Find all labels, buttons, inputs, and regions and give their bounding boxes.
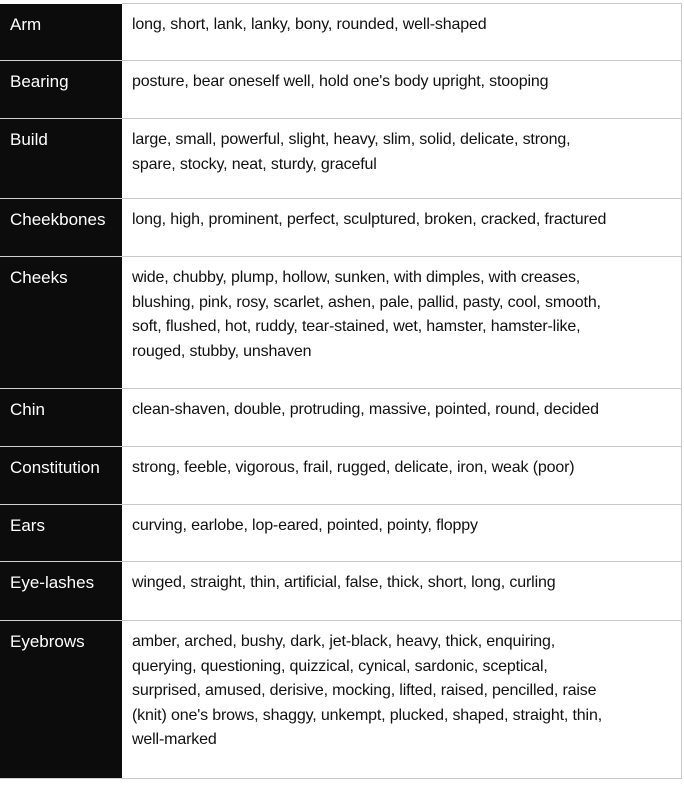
description-line: posture, bear oneself well, hold one's body upright, stooping [132,73,549,90]
description-cell [122,447,682,505]
table-row [0,61,682,119]
description-line: querying, questioning, quizzical, cynical, sardonic, sceptical, [132,657,548,675]
description-line: well-marked [132,731,217,748]
vocabulary-table [0,3,682,779]
table-row [0,199,682,257]
description-line: strong, feeble, vigorous, frail, rugged, delicate, iron, weak (poor) [132,459,575,476]
table-row [0,505,682,562]
description-line: surprised, amused, derisive, mocking, lifted, raised, pencilled, raise [132,682,597,699]
description-line: long, high, prominent, perfect, sculptured, broken, cracked, fractured [132,211,607,228]
description-line: large, small, powerful, slight, heavy, slim, solid, delicate, strong, [132,131,571,148]
term-cell: Constitution [0,447,122,505]
term-cell: Eye-lashes [0,562,122,621]
description-line: long, short, lank, lanky, bony, rounded, well-shaped [132,16,487,33]
description-cell [122,257,682,389]
description-cell [122,562,682,621]
term-cell: Ears [0,505,122,562]
description-cell [122,505,682,562]
description-line: wide, chubby, plump, hollow, sunken, with dimples, with creases, [132,269,581,286]
term-cell: Cheeks [0,257,122,389]
description-line: curving, earlobe, lop-eared, pointed, pointy, floppy [132,517,478,534]
table-row [0,562,682,621]
table-row [0,621,682,779]
description-cell [122,61,682,119]
description-cell [122,389,682,447]
description-cell [122,4,682,61]
table-row [0,4,682,61]
description-line: clean-shaven, double, protruding, massive, pointed, round, decided [132,401,599,418]
term-cell: Build [0,119,122,199]
description-cell [122,621,682,779]
description-line: blushing, pink, rosy, scarlet, ashen, pale, pallid, pasty, cool, smooth, [132,293,601,311]
term-cell: Chin [0,389,122,447]
table-row [0,119,682,199]
description-cell [122,199,682,257]
description-line: amber, arched, bushy, dark, jet-black, heavy, thick, enquiring, [132,633,556,650]
term-cell: Cheekbones [0,199,122,257]
description-line: rouged, stubby, unshaven [132,342,312,360]
table-body [0,4,682,779]
table-row [0,389,682,447]
description-line: spare, stocky, neat, sturdy, graceful [132,155,377,173]
table-row [0,447,682,505]
description-cell [122,119,682,199]
term-cell: Bearing [0,61,122,119]
term-cell: Arm [0,4,122,61]
description-line: winged, straight, thin, artificial, false, thick, short, long, curling [132,574,556,591]
term-cell: Eyebrows [0,621,122,779]
description-line: (knit) one's brows, shaggy, unkempt, plucked, shaped, straight, thin, [132,706,602,724]
table-row [0,257,682,389]
description-line: soft, flushed, hot, ruddy, tear-stained, wet, hamster, hamster-like, [132,318,581,335]
